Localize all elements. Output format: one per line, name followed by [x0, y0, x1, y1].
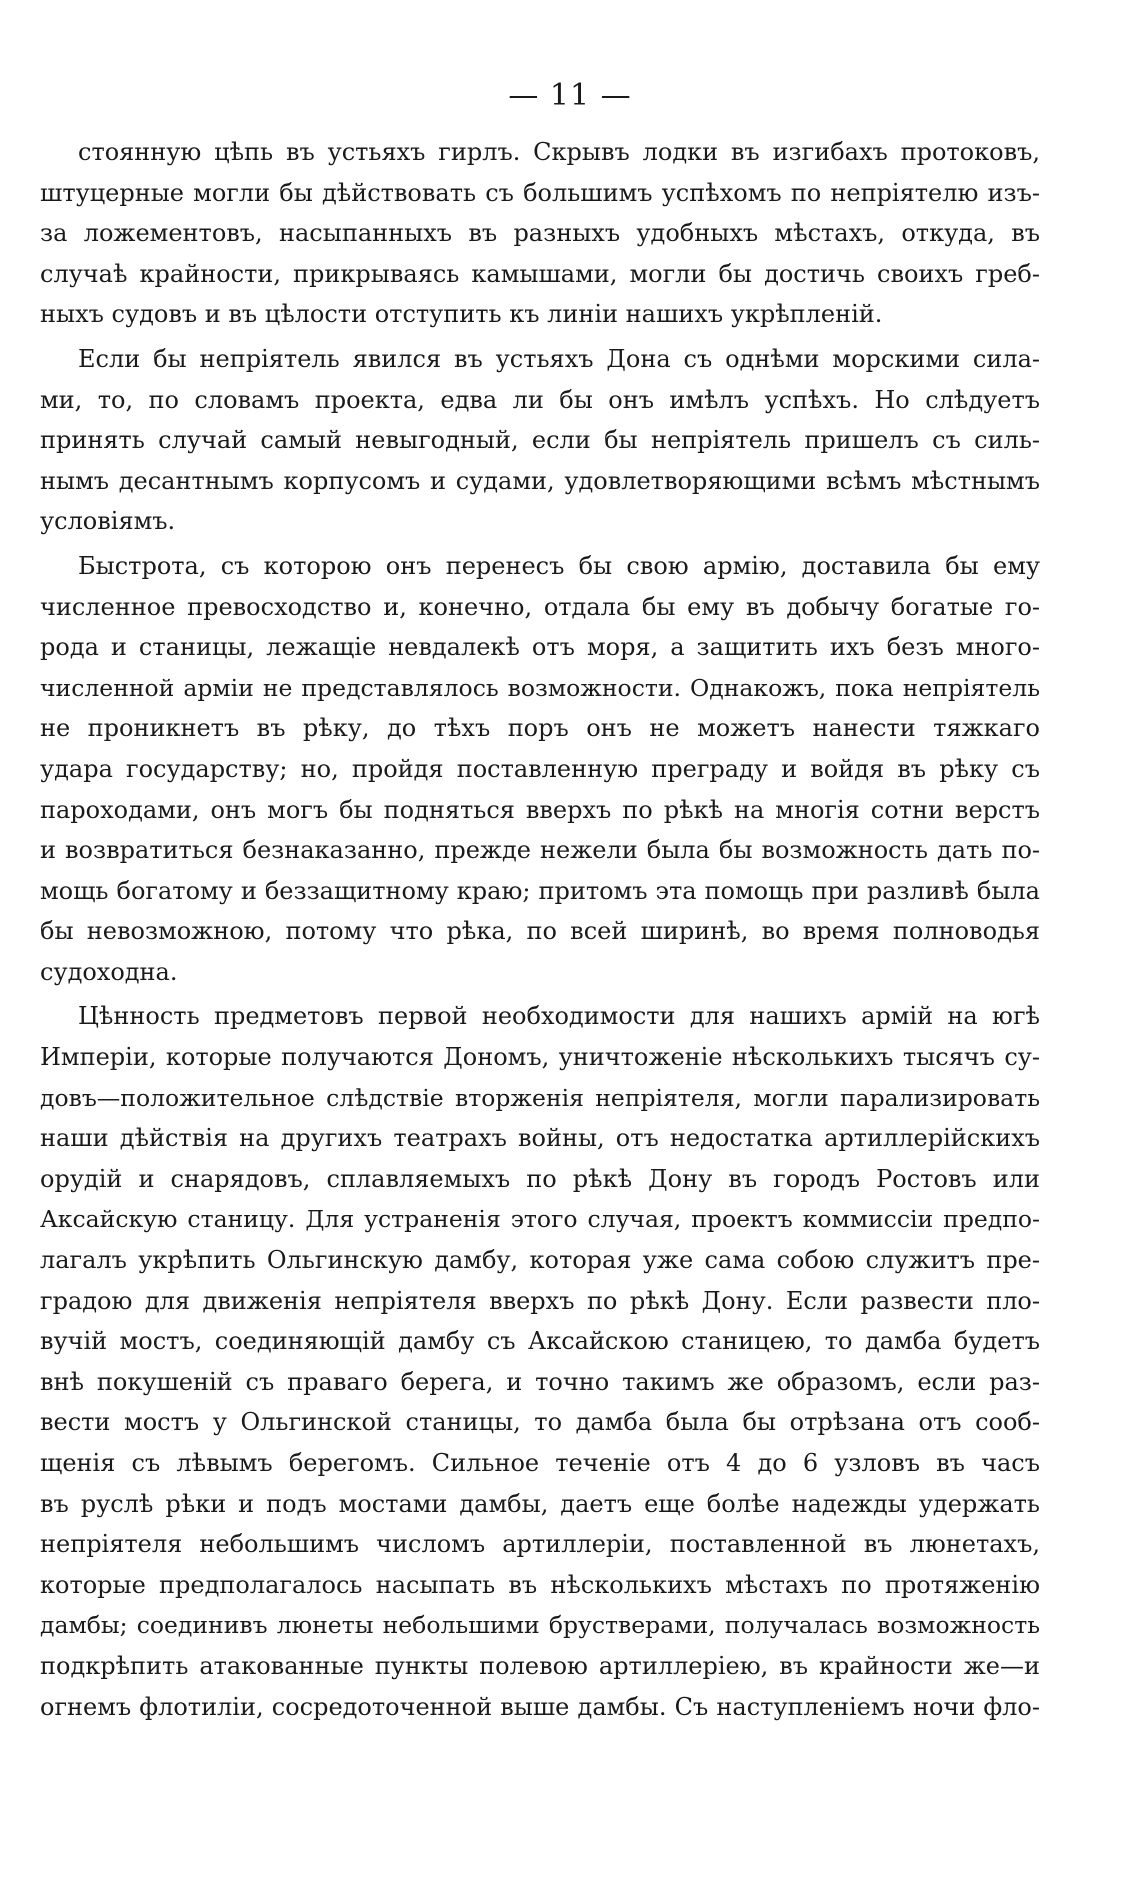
text-line: Имперіи, которые получаются Дономъ, уничтоженіе нѣсколькихъ тысячъ су- [40, 1043, 1040, 1072]
text-line: ми, то, по словамъ проекта, едва ли бы онъ имѣлъ успѣхъ. Но слѣдуетъ [40, 385, 1040, 414]
text-line: огнемъ флотиліи, сосредоточенной выше дамбы. Съ наступленіемъ ночи фло- [40, 1692, 1040, 1721]
text-line: случаѣ крайности, прикрываясь камышами, могли бы достичь своихъ греб- [40, 259, 1040, 288]
text-line: мощь богатому и беззащитному краю; притомъ эта помощь при разливѣ была [40, 876, 1040, 905]
text-line: вести мостъ у Ольгинской станицы, то дамба была бы отрѣзана отъ сооб- [40, 1408, 1040, 1437]
paragraph [40, 546, 1040, 993]
text-line: Цѣнность предметовъ первой необходимости для нашихъ армій на югѣ [78, 1002, 1040, 1031]
text-line: наши дѣйствія на другихъ театрахъ войны, отъ недостатка артиллерійскихъ [40, 1124, 1040, 1153]
text-line: за ложементовъ, насыпанныхъ въ разныхъ удобныхъ мѣстахъ, откуда, въ [40, 219, 1040, 248]
text-line: бы невозможною, потому что рѣка, по всей ширинѣ, во время полноводья [40, 917, 1040, 946]
text-line: подкрѣпить атакованные пункты полевою артиллеріею, въ крайности же—и [40, 1651, 1040, 1680]
paragraph [40, 132, 1040, 335]
text-line: пароходами, онъ могъ бы подняться вверхъ по рѣкѣ на многія сотни верстъ [40, 795, 1040, 824]
text-line: рода и станицы, лежащіе невдалекѣ отъ моря, а защитить ихъ безъ много- [40, 633, 1040, 662]
text-line: нымъ десантнымъ корпусомъ и судами, удовлетворяющими всѣмъ мѣстнымъ [40, 466, 1040, 495]
text-line: щенія съ лѣвымъ берегомъ. Сильное теченіе отъ 4 до 6 узловъ въ часъ [40, 1449, 1040, 1477]
text-line: Аксайскую станицу. Для устраненія этого случая, проектъ коммиссіи предпо- [40, 1205, 1040, 1234]
text-line: градою для движенія непріятеля вверхъ по рѣкѣ Дону. Если развести пло- [40, 1286, 1040, 1315]
text-line: внѣ покушеній съ праваго берега, и точно такимъ же образомъ, если раз- [40, 1367, 1040, 1396]
text-line: орудій и снарядовъ, сплавляемыхъ по рѣкѣ Дону въ городъ Ростовъ или [40, 1164, 1040, 1193]
text-line: принять случай самый невыгодный, если бы непріятель пришелъ съ силь- [40, 426, 1040, 455]
paragraph [40, 996, 1040, 1727]
text-line: дамбы; соединивъ люнеты небольшими брустверами, получалась возможность [40, 1611, 1040, 1640]
paragraph [40, 339, 1040, 542]
page-number: — 11 — [508, 78, 632, 113]
text-line: удара государству; но, пройдя поставленную преграду и войдя въ рѣку съ [40, 754, 1040, 783]
text-line: численной арміи не представлялось возможности. Однакожъ, пока непріятель [40, 673, 1040, 702]
text-line: которые предполагалось насыпать въ нѣсколькихъ мѣстахъ по протяженію [40, 1570, 1040, 1599]
text-body [40, 132, 1040, 1727]
text-line: Если бы непріятель явился въ устьяхъ Дона съ однѣми морскими сила- [78, 344, 1040, 373]
text-line: въ руслѣ рѣки и подъ мостами дамбы, даетъ еще болѣе надежды удержать [40, 1489, 1040, 1518]
text-line: непріятеля небольшимъ числомъ артиллеріи, поставленной въ люнетахъ, [40, 1530, 1040, 1559]
text-line: стоянную цѣпь въ устьяхъ гирлъ. Скрывъ лодки въ изгибахъ протоковъ, [78, 138, 1040, 166]
text-line: численное превосходство и, конечно, отдала бы ему въ добычу богатые го- [40, 592, 1040, 621]
text-line: судоходна. [40, 957, 178, 986]
text-line: и возвратиться безнаказанно, прежде нежели была бы возможность дать по- [40, 836, 1040, 865]
text-line: лагалъ укрѣпить Ольгинскую дамбу, которая уже сама собою служитъ пре- [40, 1246, 1040, 1275]
text-line: Быстрота, съ которою онъ перенесъ бы свою армію, доставила бы ему [78, 551, 1040, 580]
text-line: довъ—положительное слѣдствіе вторженія непріятеля, могли парализировать [40, 1083, 1040, 1112]
text-line: не проникнетъ въ рѣку, до тѣхъ поръ онъ не можетъ нанести тяжкаго [40, 714, 1040, 743]
text-line: ныхъ судовъ и въ цѣлости отступить къ линіи нашихъ укрѣпленій. [40, 300, 883, 329]
text-line: условіямъ. [40, 507, 176, 536]
text-line: вучій мостъ, соединяющій дамбу съ Аксайскою станицею, то дамба будетъ [40, 1327, 1040, 1356]
text-line: штуцерные могли бы дѣйствовать съ большимъ успѣхомъ по непріятелю изъ- [40, 178, 1040, 207]
